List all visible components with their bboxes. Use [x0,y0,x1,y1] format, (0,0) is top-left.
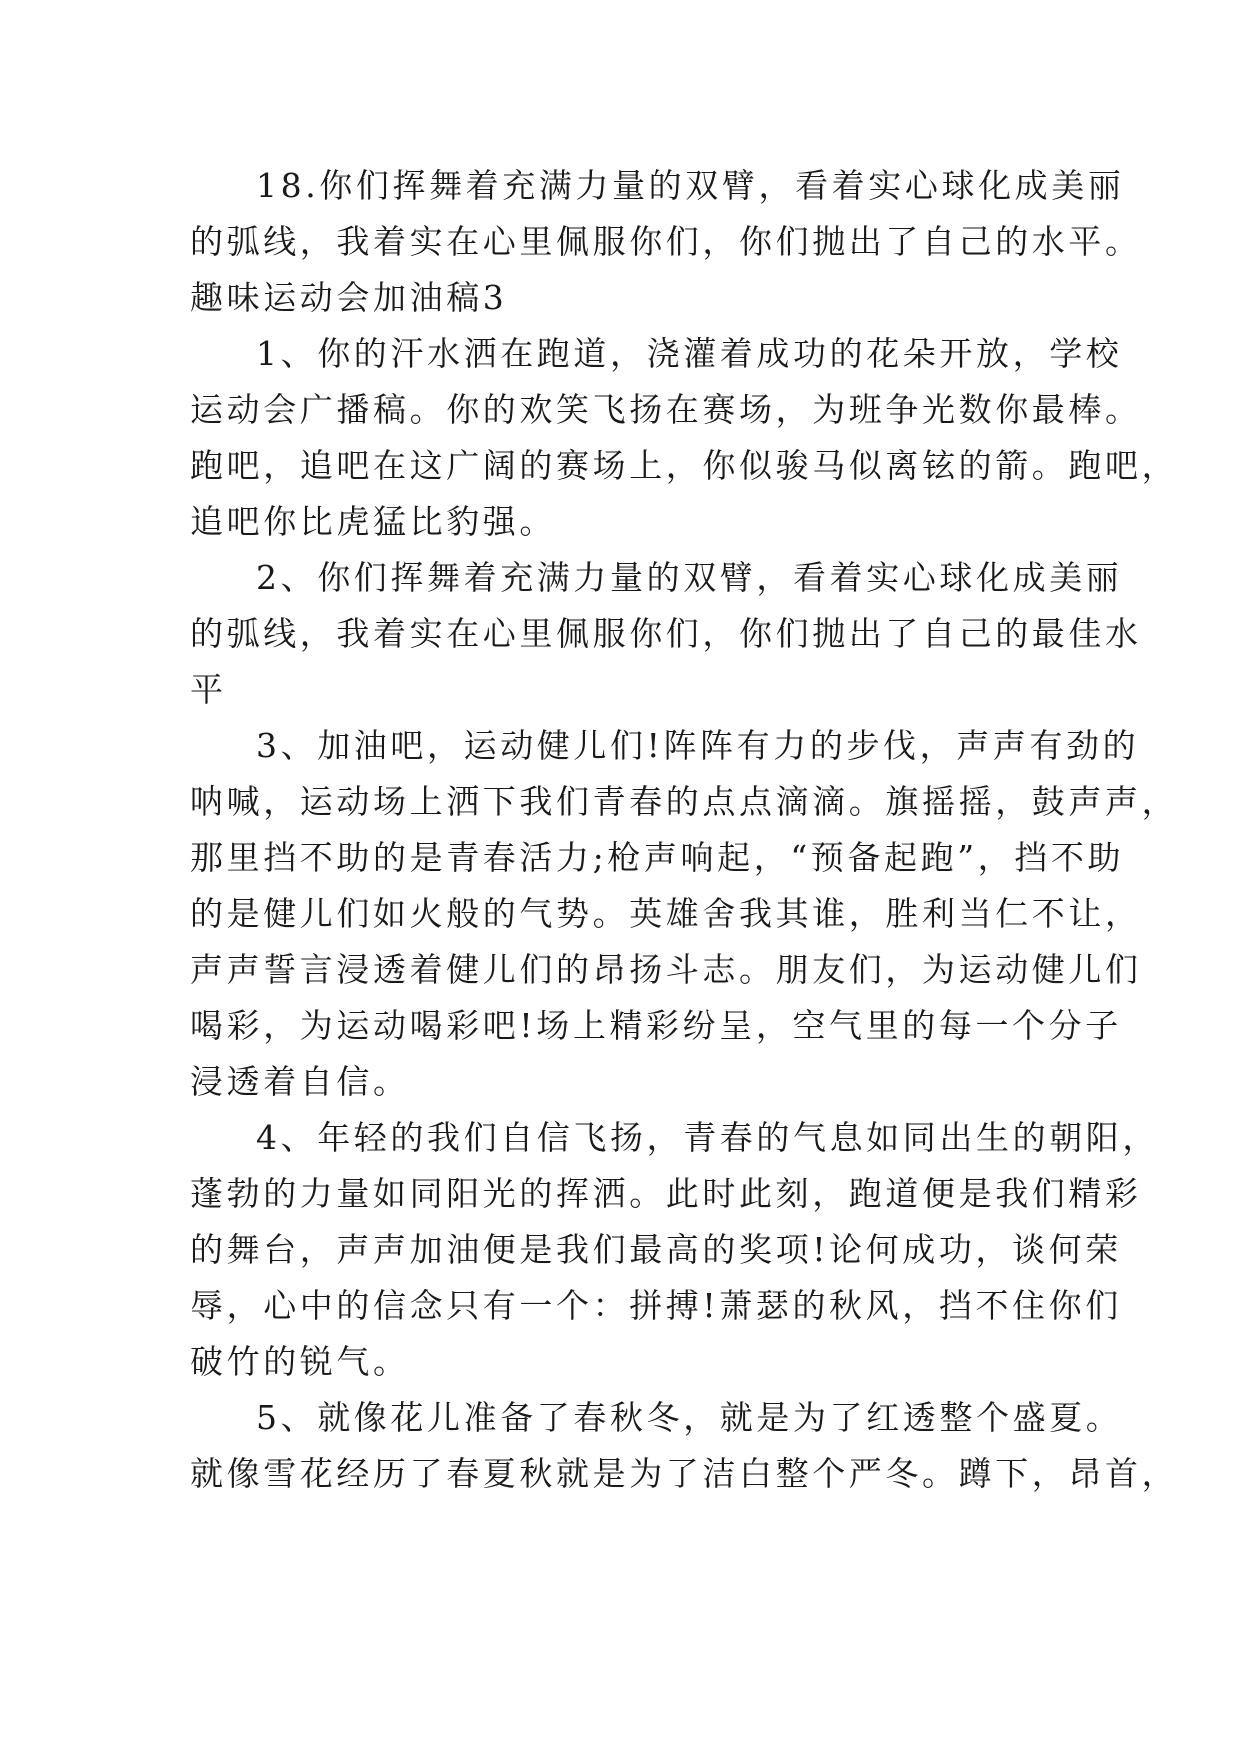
text-line: 那里挡不助的是青春活力;枪声响起，“预备起跑”，挡不助 [190,838,1125,877]
text-line: 跑吧，追吧在这广阔的赛场上，你似骏马似离铉的箭。跑吧， [190,446,1179,485]
text-line: 呐喊，运动场上洒下我们青春的点点滴滴。旗摇摇，鼓声声， [190,782,1179,821]
paragraph-4 [190,1110,1159,1390]
text-line: 追吧你比虎猛比豹强。 [190,502,556,541]
text-line: 2、你们挥舞着充满力量的双臂，看着实心球化成美丽 [256,558,1123,597]
text-line: 的弧线，我着实在心里佩服你们，你们抛出了自己的水平。 [190,222,1142,261]
heading-text: 趣味运动会加油稿3 [190,278,508,317]
text-line: 浸透着自信。 [190,1062,410,1101]
document-body [190,158,1179,1502]
paragraph-2 [190,550,1142,718]
text-line: 声声誓言浸透着健儿们的昂扬斗志。朋友们，为运动健儿们 [190,950,1142,989]
text-line: 5、就像花儿准备了春秋冬，就是为了红透整个盛夏。 [256,1398,1123,1437]
paragraph-1 [190,326,1179,550]
text-line: 的舞台，声声加油便是我们最高的奖项!论何成功，谈何荣 [190,1230,1122,1269]
text-line: 运动会广播稿。你的欢笑飞扬在赛场，为班争光数你最棒。 [190,390,1142,429]
text-line: 4、年轻的我们自信飞扬，青春的气息如同出生的朝阳， [256,1118,1159,1157]
paragraph-5 [190,1390,1179,1502]
text-line: 1、你的汗水洒在跑道，浇灌着成功的花朵开放，学校 [256,334,1123,373]
text-line: 蓬勃的力量如同阳光的挥洒。此时此刻，跑道便是我们精彩 [190,1174,1142,1213]
text-line: 就像雪花经历了春夏秋就是为了洁白整个严冬。蹲下，昂首， [190,1454,1179,1493]
text-line: 的弧线，我着实在心里佩服你们，你们抛出了自己的最佳水 [190,614,1142,653]
text-line: 3、加油吧，运动健儿们!阵阵有力的步伐，声声有劲的 [256,726,1140,765]
text-line: 平 [190,670,227,709]
text-line: 喝彩，为运动喝彩吧!场上精彩纷呈，空气里的每一个分子 [190,1006,1122,1045]
text-line: 辱，心中的信念只有一个：拼搏!萧瑟的秋风，挡不住你们 [190,1286,1122,1325]
section-heading [190,270,1070,326]
paragraph-3 [190,718,1179,1110]
text-line: 的是健儿们如火般的气势。英雄舍我其谁，胜利当仁不让， [190,894,1142,933]
paragraph-18 [190,158,1142,270]
text-line: 18.你们挥舞着充满力量的双臂，看着实心球化成美丽 [256,166,1125,205]
text-line: 破竹的锐气。 [190,1342,410,1381]
